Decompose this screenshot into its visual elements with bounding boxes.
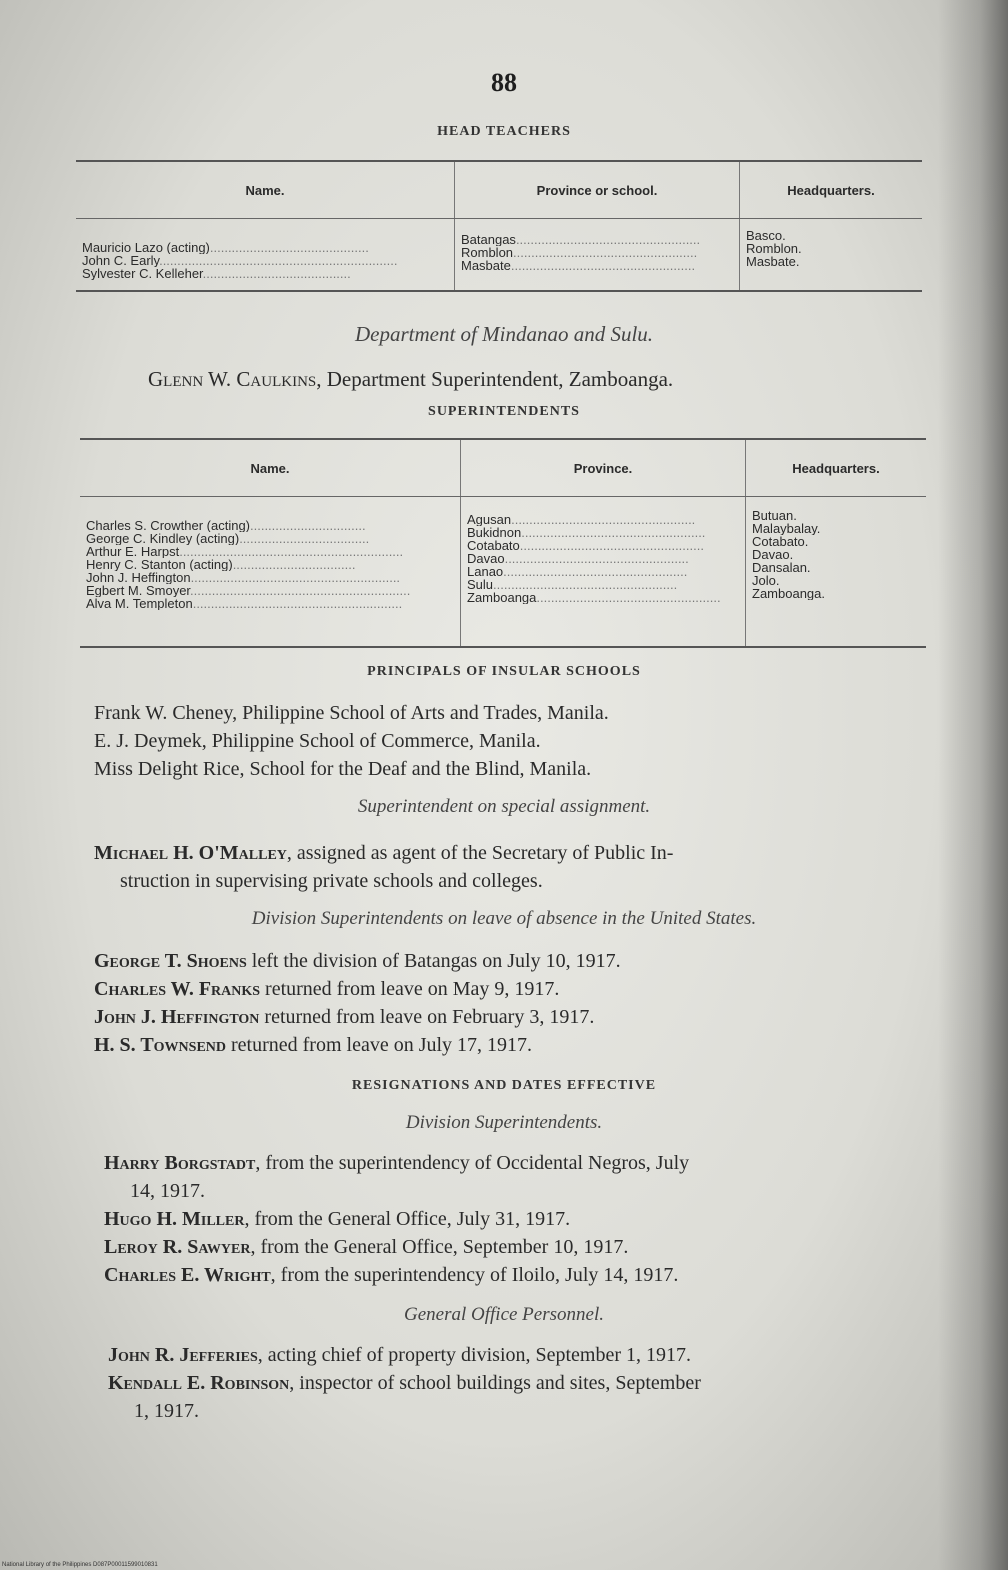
provinces-cell <box>461 497 746 647</box>
resignation-entry: Harry Borgstadt, from the superintendency of Occidental Negros, July <box>104 1152 690 1174</box>
department-superintendent-line <box>148 368 673 390</box>
hq-entry: Malaybalay. <box>752 522 821 535</box>
headquarters-cell <box>740 219 923 291</box>
principal-line: Frank W. Cheney, Philippine School of Arts and Trades, Manila. <box>94 702 609 724</box>
superintendent-name: Glenn W. Caulkins <box>148 367 317 391</box>
hq-entry: Masbate. <box>746 255 800 268</box>
column-header-name: Name. <box>80 439 461 497</box>
general-office-entry-continuation: 1, 1917. <box>134 1400 199 1422</box>
hq-entry: Cotabato. <box>752 535 809 548</box>
head-teachers-table <box>76 160 922 292</box>
head-teachers-heading: HEAD TEACHERS <box>437 124 571 139</box>
column-header-province: Province. <box>461 439 746 497</box>
on-leave-entry: John J. Heffington returned from leave on February 3, 1917. <box>94 1006 595 1028</box>
superintendents-heading: SUPERINTENDENTS <box>428 404 580 419</box>
on-leave-entry: Charles W. Franks returned from leave on May 9, 1917. <box>94 978 560 1000</box>
resignation-entry-continuation: 14, 1917. <box>130 1180 205 1202</box>
name-entry: Egbert M. Smoyer............................................................. <box>86 584 411 597</box>
resignations-subheading: Division Superintendents. <box>405 1112 603 1133</box>
general-office-entry: John R. Jefferies, acting chief of property division, September 1, 1917. <box>108 1344 692 1366</box>
name-entry: John J. Heffington.......................................................... <box>86 571 401 584</box>
hq-entry: Davao. <box>752 548 794 561</box>
province-entry: Sulu................................................... <box>467 578 678 591</box>
superintendents-table <box>80 438 926 648</box>
hq-entry: Butuan. <box>752 509 797 522</box>
provinces-cell <box>455 219 740 291</box>
headquarters-cell <box>746 497 927 647</box>
page-number: 88 <box>491 68 517 97</box>
name-entry: Arthur E. Harpst.............................................................. <box>86 545 404 558</box>
name-entry: Alva M. Templeton.......................................................... <box>86 597 403 610</box>
province-entry: Agusan................................................... <box>467 513 696 526</box>
column-header-province: Province or school. <box>455 161 740 219</box>
name-entry: Mauricio Lazo (acting)............................................ <box>82 241 369 254</box>
resignation-entry: Charles E. Wright, from the superintendency of Iloilo, July 14, 1917. <box>104 1264 679 1286</box>
general-office-entry: Kendall E. Robinson, inspector of school buildings and sites, September <box>108 1372 701 1394</box>
hq-entry: Zamboanga. <box>752 587 825 600</box>
special-assignment-line-2: struction in supervising private schools and colleges. <box>120 870 543 892</box>
on-leave-entry: George T. Shoens left the division of Batangas on July 10, 1917. <box>94 950 621 972</box>
names-cell <box>76 219 455 291</box>
names-cell <box>80 497 461 647</box>
hq-entry: Romblon. <box>746 242 802 255</box>
province-entry: Cotabato................................................... <box>467 539 704 552</box>
principal-line: E. J. Deymek, Philippine School of Commerce, Manila. <box>94 730 541 752</box>
department-title: Department of Mindanao and Sulu. <box>354 322 654 346</box>
superintendent-title: , Department Superintendent, Zamboanga. <box>316 367 674 391</box>
special-assignment-name: Michael H. O'Malley <box>94 842 287 864</box>
hq-entry: Dansalan. <box>752 561 811 574</box>
on-leave-heading: Division Superintendents on leave of absence in the United States. <box>251 908 757 929</box>
province-entry: Lanao................................................... <box>467 565 688 578</box>
hq-entry: Jolo. <box>752 574 780 587</box>
resignation-entry: Leroy R. Sawyer, from the General Office, September 10, 1917. <box>104 1236 629 1258</box>
name-entry: Sylvester C. Kelleher......................................... <box>82 267 351 280</box>
special-assignment-heading: Superintendent on special assignment. <box>357 796 651 817</box>
column-header-headquarters: Headquarters. <box>746 439 927 497</box>
on-leave-entry: H. S. Townsend returned from leave on July 17, 1917. <box>94 1034 533 1056</box>
province-entry: Bukidnon................................................... <box>467 526 706 539</box>
general-office-heading: General Office Personnel. <box>404 1304 604 1325</box>
province-entry: Batangas................................................... <box>461 233 701 246</box>
resignations-heading: RESIGNATIONS AND DATES EFFECTIVE <box>351 1078 657 1093</box>
name-entry: Charles S. Crowther (acting)................................ <box>86 519 366 532</box>
province-entry: Davao................................................... <box>467 552 689 565</box>
hq-entry: Basco. <box>746 229 786 242</box>
column-header-name: Name. <box>76 161 455 219</box>
province-entry: Masbate................................................... <box>461 259 696 272</box>
principals-heading: PRINCIPALS OF INSULAR SCHOOLS <box>367 664 641 679</box>
province-entry: Romblon................................................... <box>461 246 698 259</box>
name-entry: Henry C. Stanton (acting).................................. <box>86 558 356 571</box>
resignation-entry: Hugo H. Miller, from the General Office, July 31, 1917. <box>104 1208 571 1230</box>
footer-credit: National Library of the Philippines D087P00011599010831 <box>2 1562 158 1568</box>
principal-line: Miss Delight Rice, School for the Deaf and the Blind, Manila. <box>94 758 592 780</box>
name-entry: John C. Early.................................................................. <box>82 254 398 267</box>
special-assignment-line: Michael H. O'Malley, assigned as agent of the Secretary of Public In- <box>94 842 674 864</box>
name-entry: George C. Kindley (acting).................................... <box>86 532 370 545</box>
province-entry: Zamboanga................................................... <box>467 591 721 604</box>
column-header-headquarters: Headquarters. <box>740 161 923 219</box>
page-edge-shadow <box>938 0 1008 1570</box>
